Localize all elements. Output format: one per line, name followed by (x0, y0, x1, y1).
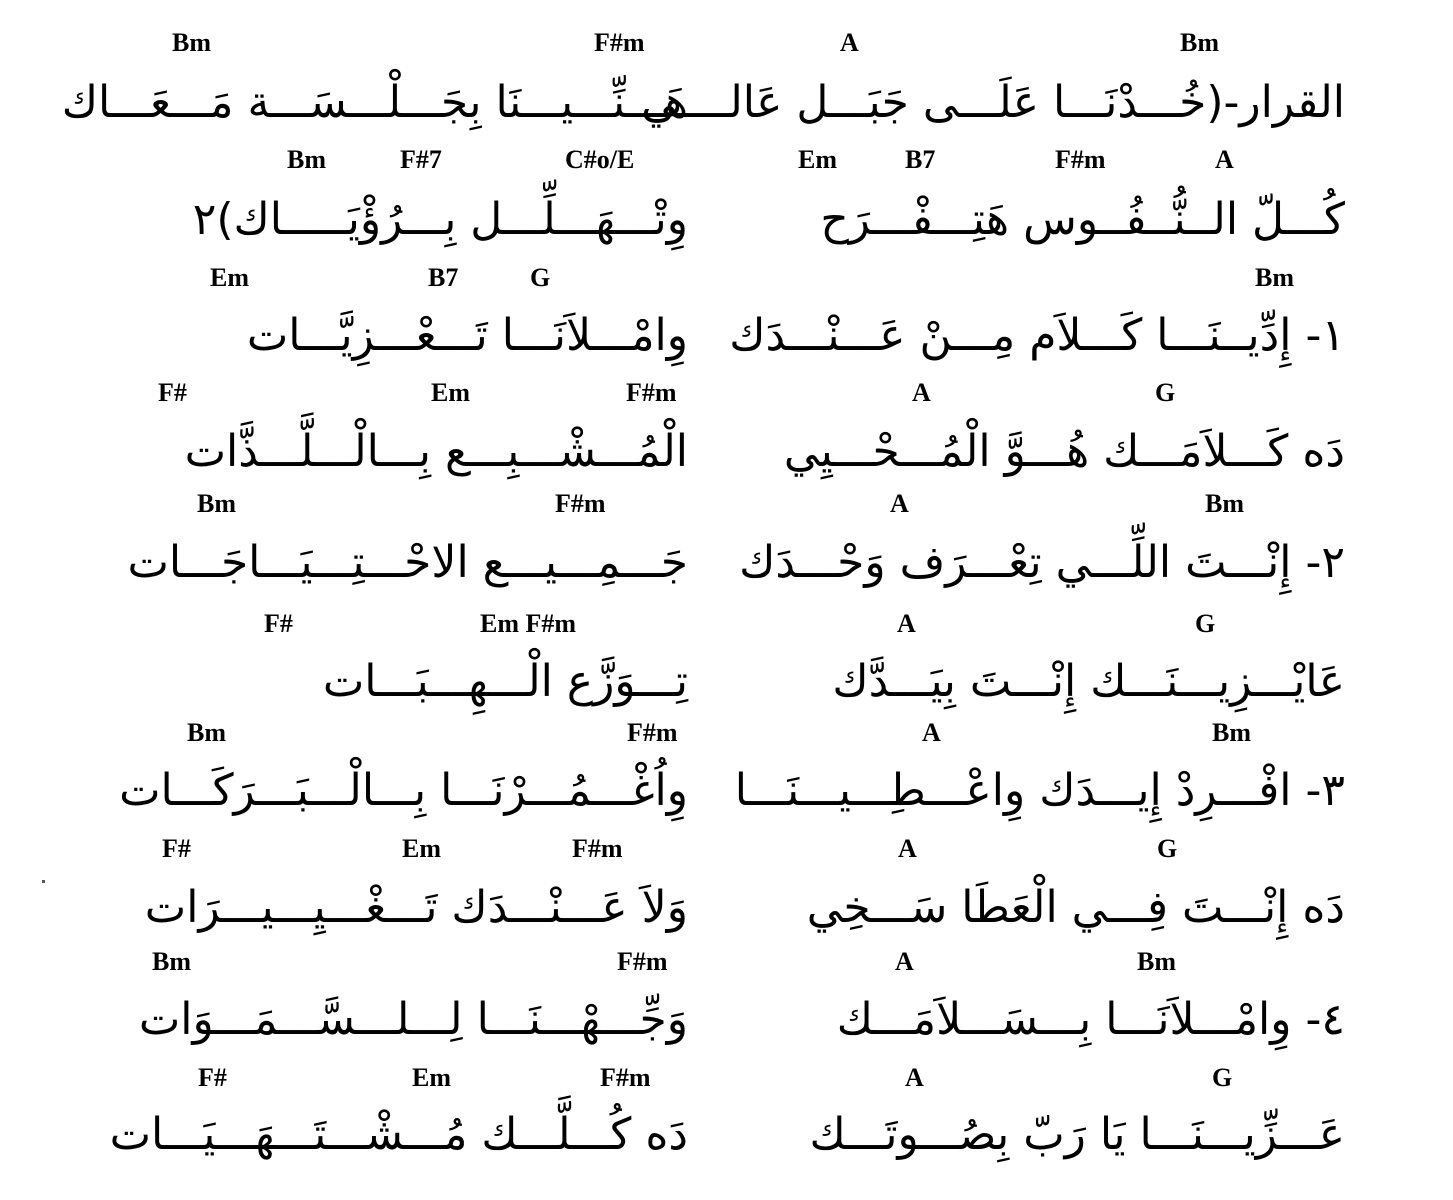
chord-label: Em (412, 1063, 451, 1092)
chord-label: B7 (428, 263, 459, 292)
chord-label: Bm (1255, 263, 1294, 292)
chord-label: F# (264, 609, 293, 638)
lyric-line-right: القرار-(خُـــدْنَـــا عَلَـــى جَبَـــل عَالــــي (641, 77, 1345, 128)
lyric-line-right: ٢- إِنْـــتَ اللِّـــي تِعْـــرَف وَحْـــدَك (739, 537, 1345, 588)
chord-label: Em (210, 263, 249, 292)
chord-label: A (1215, 145, 1234, 174)
chord-label: G (1157, 834, 1178, 863)
chord-label: B7 (905, 145, 936, 174)
scan-speck (42, 880, 45, 883)
chord-label: C#o/E (565, 145, 635, 174)
chord-label: Em (798, 145, 837, 174)
lyric-line-left: وِاُغْـــمُـــرْنَـــا بِـــالْـــبَـــرَكَـــات (119, 765, 688, 816)
chord-label: F# (158, 378, 187, 407)
chord-label: F#m (627, 718, 678, 747)
lyric-line-left: وَلاَ عَـــنْـــدَك تَـــغْـــيِـــيـــرَات (144, 882, 688, 933)
chord-label: F#m (555, 489, 606, 518)
lyric-line-right: ٣- افْـــرِدْ إِيـــدَك وِاعْـــطِـــيـــنَـــا (734, 765, 1345, 816)
chord-label: F#m (617, 947, 668, 976)
chord-label: Bm (187, 718, 226, 747)
lyric-line-right: دَه كَـــلاَمَـــك هُـــوَّ الْمُـــحْـــيِي (783, 426, 1345, 477)
chord-label: A (898, 834, 917, 863)
chord-label: F#m (572, 834, 623, 863)
chord-label: G (530, 263, 551, 292)
chord-label: Bm (1205, 489, 1244, 518)
chord-label: F#m (594, 28, 645, 57)
lyric-line-left: وِامْـــلاَنَـــا تَـــعْـــزِيَّـــات (246, 310, 688, 361)
chord-label: Bm (1180, 28, 1219, 57)
chord-label: Em (431, 378, 470, 407)
chord-label: G (1212, 1063, 1233, 1092)
chord-label: F#7 (400, 145, 442, 174)
chord-label: A (922, 718, 941, 747)
chord-label: A (905, 1063, 924, 1092)
chord-label: Bm (1212, 718, 1251, 747)
lyric-line-left: تِـــوَزَّع الْـــهِـــبَـــات (322, 656, 688, 707)
chord-label: F#m (626, 378, 677, 407)
chord-label: A (897, 609, 916, 638)
chord-label: Em (402, 834, 441, 863)
chord-label: F#m (1055, 145, 1106, 174)
chord-label: Bm (152, 947, 191, 976)
chord-label: Bm (172, 28, 211, 57)
lyric-line-left: دَه كُـــلَّـــك مُـــشْـــتَـــهَـــيَـــات (109, 1109, 688, 1160)
chord-label: G (1155, 378, 1176, 407)
chord-label: A (840, 28, 859, 57)
lyric-line-right: ٤- وِامْـــلاَنَـــا بِـــسَـــلاَمَـــك (836, 994, 1345, 1045)
lyric-line-left: جَـــمِـــيـــع الاحْـــتِـــيَـــاجَـــات (127, 537, 688, 588)
chord-label: G (1195, 609, 1216, 638)
lyric-line-left: وِتْـــهَـــلِّـــل بِـــرُؤْيَـــــاك)٢ (192, 194, 688, 245)
lyric-line-right: عَايْـــزِيـــنَـــك إِنْـــتَ بِيَـــدَّك (832, 656, 1345, 707)
lyric-line-left: الْمُـــشْـــبِـــع بِـــالْـــلَّـــذَّات (184, 426, 688, 477)
lyric-line-left: وَجِّـــهْـــنَـــا لِـــلـــسَّـــمَـــوَات (138, 994, 688, 1045)
chord-label: Em F#m (480, 609, 577, 638)
lyric-line-right: دَه إِنْـــتَ فِـــي الْعَطَا سَـــخِي (806, 882, 1345, 933)
chord-label: Bm (287, 145, 326, 174)
chord-label: Bm (197, 489, 236, 518)
chord-label: A (912, 378, 931, 407)
chord-label: A (895, 947, 914, 976)
chord-label: F#m (600, 1063, 651, 1092)
chord-label: A (890, 489, 909, 518)
lyric-line-right: كُـــلّ الــنُّــفُــوس هَتِـــفْـــرَح (820, 194, 1345, 245)
chord-label: F# (162, 834, 191, 863)
chord-label: Bm (1137, 947, 1176, 976)
lyric-line-right: ١- إِدِّيــنَـــا كَـــلاَم مِـــنْ عَـــنْـــدَك (729, 310, 1345, 361)
lyric-line-left: هَـــنِّـــيـــنَا بِجَـــلْـــسَـــة مَـــعَـــاك (61, 77, 688, 128)
chord-label: F# (198, 1063, 227, 1092)
lyric-line-right: عَـــزِّيـــنَـــا يَا رَبّ بِصُـــوتَـــك (809, 1109, 1345, 1160)
